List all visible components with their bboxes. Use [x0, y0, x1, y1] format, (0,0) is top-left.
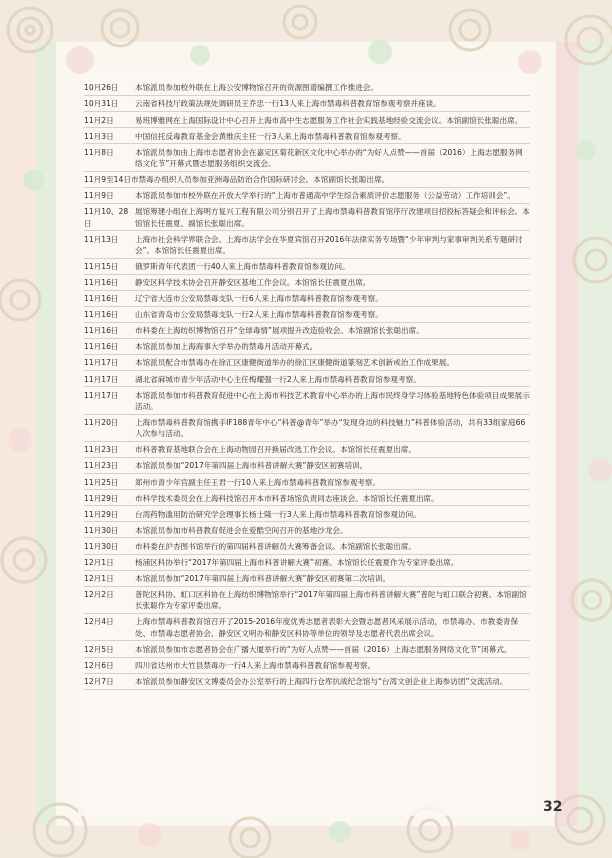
entry-text: 易班博雅网在上海国际设计中心召开上海市高中生志愿服务工作社会实践基地经验交流会议。本馆副馆长张聪出席。	[135, 115, 523, 125]
entry-text: 市科委在上海纺织博物馆召开“全球毒情”展项提升改造验收会。本馆副馆长张聪出席。	[135, 326, 424, 336]
entry-text: 本馆派员配合市禁毒办在徐汇区康健街道举办的徐汇区康健街道篆刻艺术创新戒治工作成果展。	[135, 358, 454, 368]
entry-text: 本馆派员参加市科普教育促进中心在上海市科技艺术教育中心举办的上海市民终身学习体验基地特色体验项目成果展示活动。	[135, 390, 530, 411]
entry-date: 11月30日	[84, 541, 119, 551]
list-item	[84, 490, 530, 506]
list-item	[84, 172, 530, 188]
entry-date: 12月1日	[84, 557, 114, 567]
list-item	[84, 506, 530, 522]
list-item	[84, 112, 530, 128]
list-item	[84, 291, 530, 307]
entry-text: 普陀区科协、虹口区科协在上海纺织博物馆举行“2017年第四届上海市科普讲解大赛”普陀与虹口联合初赛。本馆副馆长张聪作为专家评委出席。	[135, 590, 527, 611]
entry-text: 本馆派员参加静安区文博委员会办公室举行的上海四行仓库抗战纪念馆与“台湾文创企业上海参访团”交流活动。	[135, 676, 508, 686]
entry-date: 11月16日	[84, 294, 119, 304]
list-item	[84, 415, 530, 442]
entry-text: 上海市社会科学界联合会、上海市法学会在华夏宾馆召开2016年法律实务专场暨“少年审判与家事审判关系专题研讨会”。本馆馆长任震夏出席。	[135, 234, 523, 255]
entry-date: 11月8日	[84, 147, 114, 157]
entry-text: 俄罗斯青年代表团一行40人来上海市禁毒科普教育馆参观访问。	[135, 261, 350, 271]
list-item	[84, 571, 530, 587]
entry-date: 10月31日	[84, 99, 119, 109]
entry-text: 展馆筹建小组在上海明方复兴工程有限公司分别召开了上海市禁毒科普教育馆序厅改建项目招投标答疑会和评标会。本馆馆长任震夏、副馆长张聪出席。	[135, 207, 530, 228]
list-item	[84, 355, 530, 371]
list-item	[84, 674, 530, 690]
list-item	[84, 442, 530, 458]
entry-text: 本馆派员参加由上海市志愿者协会在嘉定区菊花新区文化中心举办的“为好人点赞——首届（2016）上海志愿服务网络文化节”开幕式暨志愿服务组织交流会。	[135, 147, 523, 168]
entry-text: 郑州市青少年宫副主任王君一行10人来上海市禁毒科普教育馆参观考察。	[135, 477, 381, 487]
entry-text: 上海市禁毒科普教育馆携手IF188青年中心“科普@青年”举办“发现身边的科技魅力”科普体验活动，共有33组家庭66人次参与活动。	[135, 417, 526, 439]
entry-date: 11月10、28日	[84, 207, 129, 228]
entry-text: 本馆派员参加市校外联在开放大学举行的“上海市普通高中学生综合素质评价志愿服务（公益劳动）工作培训会”。	[135, 191, 515, 201]
entry-date: 12月2日	[84, 590, 114, 600]
list-item	[84, 259, 530, 275]
list-item	[84, 587, 530, 614]
entry-text: 本馆派员参加“2017年第四届上海市科普讲解大赛”静安区初赛第二次培训。	[135, 573, 391, 583]
entry-text: 本馆派员参加市科普教育促进会在爱酷空间召开的基地沙龙会。	[135, 525, 348, 535]
entry-date: 12月1日	[84, 573, 114, 583]
entry-date: 11月30日	[84, 525, 119, 535]
entry-text: 本馆派员参加上海海事大学举办的禁毒月活动开幕式。	[135, 342, 318, 352]
entry-date: 11月17日	[84, 390, 119, 400]
entry-text: 市科学技术委员会在上海科技馆召开本市科普场馆负责同志座谈会。本馆馆长任震夏出席。	[135, 493, 439, 503]
entry-text: 山东省青岛市公安局禁毒支队一行2人来上海市禁毒科普教育馆参观考察。	[135, 310, 383, 320]
entry-date: 11月16日	[84, 278, 119, 288]
entry-text: 辽宁省大连市公安局禁毒支队一行6人来上海市禁毒科普教育馆参观考察。	[135, 294, 383, 304]
entry-text: 湖北省麻城市青少年活动中心主任梅耀强一行2人来上海市禁毒科普教育馆参观考察。	[135, 374, 421, 384]
entry-date: 11月23日	[84, 445, 119, 455]
entry-text: 市科委在沪杏图书馆举行的第四届科普讲解员大赛筹备会议。本馆副馆长张聪出席。	[135, 541, 416, 551]
entry-date: 11月16日	[84, 310, 119, 320]
entry-date: 10月26日	[84, 83, 119, 93]
entry-text: 上海市禁毒科普教育馆召开了2015-2016年度优秀志愿者表彰大会暨志愿者风采展示活动，市禁毒办、市教委青保处、市禁毒志愿者协会、静安区文明办和静安区科协等单位的领导及志愿者代表出席会议。	[135, 617, 519, 638]
entry-date: 11月3日	[84, 131, 114, 141]
list-item	[84, 80, 530, 96]
list-item	[84, 614, 530, 641]
event-list	[84, 80, 530, 690]
entry-date: 11月17日	[84, 374, 119, 384]
list-item	[84, 339, 530, 355]
list-item	[84, 144, 530, 171]
list-item	[84, 641, 530, 657]
list-item	[84, 96, 530, 112]
list-item	[84, 323, 530, 339]
list-item	[84, 204, 530, 231]
entry-date: 12月6日	[84, 660, 114, 670]
entry-date: 12月7日	[84, 676, 114, 686]
entry-date: 11月16日	[84, 342, 119, 352]
entry-text: 本馆派员参加“2017年第四届上海市科普讲解大赛”静安区初赛培训。	[135, 461, 368, 471]
list-item	[84, 128, 530, 144]
list-item	[84, 307, 530, 323]
entry-text: 中国信托反毒教育基金会黄维庆主任一行3人来上海市禁毒科普教育馆参观考察。	[135, 131, 406, 141]
entry-text: 杨浦区科协举行“2017年第四届上海市科普讲解大赛”初赛。本馆馆长任震夏作为专家评委出席。	[135, 557, 459, 567]
entry-text: 四川省达州市大竹县禁毒办一行4人来上海市禁毒科普教育馆参观考察。	[135, 660, 376, 670]
list-item	[84, 458, 530, 474]
entry-date: 11月17日	[84, 358, 119, 368]
list-item	[84, 188, 530, 204]
list-item	[84, 555, 530, 571]
list-item	[84, 522, 530, 538]
entry-date: 11月9日	[84, 191, 114, 201]
entry-date: 11月15日	[84, 261, 119, 271]
entry-date: 11月9至14日	[84, 175, 131, 185]
list-item	[84, 658, 530, 674]
entry-text: 静安区科学技术协会召开静安区基地工作会议。本馆馆长任震夏出席。	[135, 278, 371, 288]
entry-text: 台湾药物滥用防治研究学会理事长杨士隆一行3人来上海市禁毒科普教育馆参观访问。	[135, 509, 421, 519]
list-item	[84, 474, 530, 490]
entry-date: 11月20日	[84, 417, 119, 427]
list-item	[84, 371, 530, 387]
entry-date: 11月25日	[84, 477, 119, 487]
list-item	[84, 387, 530, 414]
entry-text: 本馆派员参加校外联在上海公安博物馆召开的资源图谱编撰工作推进会。	[135, 83, 378, 93]
entry-date: 11月13日	[84, 234, 119, 244]
entry-date: 12月4日	[84, 617, 114, 627]
entry-text: 市禁毒办组织人员参加亚洲毒品防治合作国际研讨会。本馆副馆长张聪出席。	[130, 175, 390, 185]
entry-text: 本馆派员参加市志愿者协会在广播大厦举行的“为好人点赞——首届（2016）上海志愿服务网络文化节”闭幕式。	[135, 644, 512, 654]
list-item	[84, 538, 530, 554]
list-item	[84, 231, 530, 258]
entry-date: 11月29日	[84, 509, 119, 519]
entry-date: 11月2日	[84, 115, 114, 125]
entry-date: 11月29日	[84, 493, 119, 503]
entry-date: 11月16日	[84, 326, 119, 336]
entry-date: 12月5日	[84, 644, 114, 654]
entry-text: 市科普教育基地联合会在上海动物园召开换届改选工作会议。本馆馆长任震夏出席。	[135, 445, 416, 455]
entry-date: 11月23日	[84, 461, 119, 471]
list-item	[84, 275, 530, 291]
entry-text: 云南省科技厅政策法规处调研员王乔忠一行13人来上海市禁毒科普教育馆参观考察并座谈。	[135, 99, 441, 109]
page-number: 32	[543, 799, 563, 815]
